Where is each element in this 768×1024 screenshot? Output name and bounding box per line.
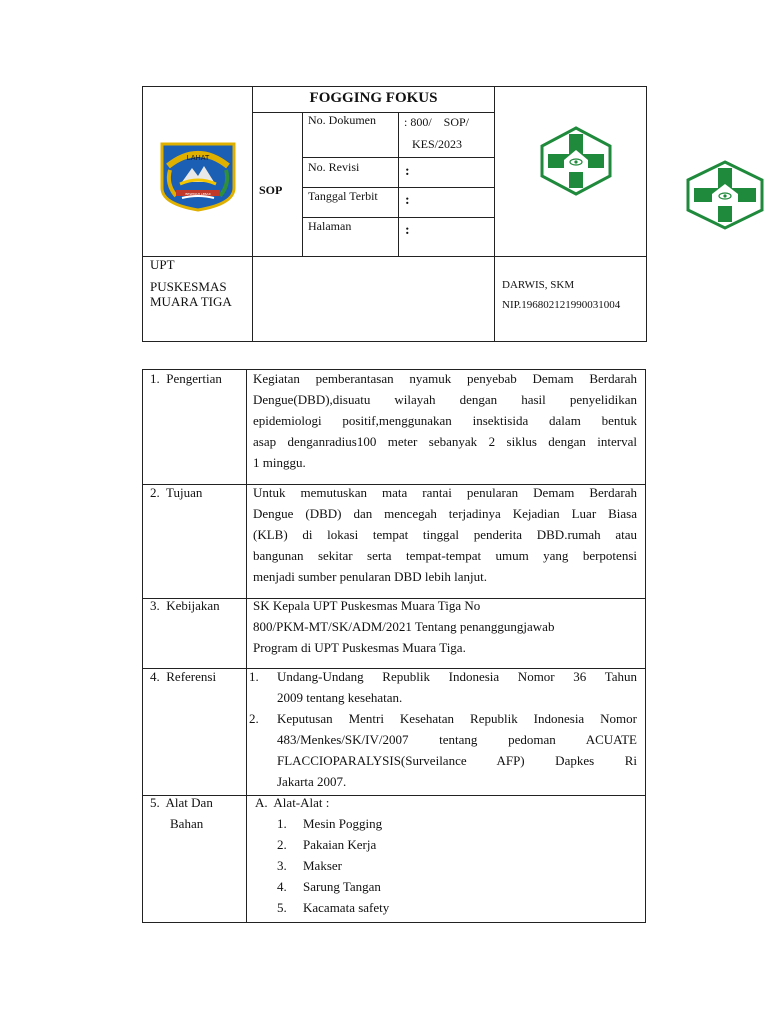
referensi-num-2: 2. bbox=[249, 711, 259, 726]
section-body-pengertian: Kegiatan pemberantasan nyamuk penyebab Demam Berdarah Dengue(DBD),disuatu wilayah dengan hasil penyelidikan epidemiologi positif,menggunakan insektisida dalam bentuk asap denganradius100 meter sebanyak 2 siklus dengan interval 1 minggu. bbox=[253, 371, 637, 470]
alat-subheading: A. Alat-Alat : bbox=[255, 795, 330, 810]
puskesmas-logo bbox=[536, 126, 616, 196]
alat-item-4: Sarung Tangan bbox=[303, 879, 381, 894]
referensi-item-2: Keputusan Mentri Kesehatan Republik Indonesia Nomor 483/Menkes/SK/IV/2007 tentang pedoman ACUATE FLACCIOPARALYSIS(Surveilance AFP) Dapkes Ri Jakarta 2007. bbox=[277, 711, 637, 789]
signer-nip: NIP.196802121990031004 bbox=[502, 299, 621, 311]
section-label-referensi: 4. Referensi bbox=[150, 669, 217, 684]
referensi-item-1: Undang-Undang Republik Indonesia Nomor 36 Tahun 2009 tentang kesehatan. bbox=[277, 669, 637, 705]
referensi-num-1: 1. bbox=[249, 669, 259, 684]
org-name-line1: UPT bbox=[150, 257, 175, 272]
section-label-kebijakan: 3. Kebijakan bbox=[150, 598, 220, 613]
field-label-halaman: Halaman bbox=[308, 219, 352, 233]
alat-item-1: Mesin Pogging bbox=[303, 816, 383, 831]
alat-item-5: Kacamata safety bbox=[303, 900, 390, 915]
section-label-tujuan: 2. Tujuan bbox=[150, 485, 203, 500]
field-value-halaman: : bbox=[405, 223, 410, 238]
lahat-logo bbox=[158, 140, 238, 212]
section-label-pengertian: 1. Pengertian bbox=[150, 371, 222, 386]
signer-name: DARWIS, SKM bbox=[502, 279, 575, 291]
alat-num-5: 5. bbox=[277, 900, 287, 915]
alat-num-4: 4. bbox=[277, 879, 287, 894]
sop-label: SOP bbox=[259, 183, 283, 197]
section-body-tujuan: Untuk memutuskan mata rantai penularan Demam Berdarah Dengue (DBD) dan mencegah terjadinya Kejadian Luar Biasa (KLB) di lokasi tempat tinggal penderita DBD.rumah atau bangunan sekitar serta tempat-tempat umum yang berpotensi menjadi sumber penularan DBD lebih lanjut. bbox=[253, 485, 637, 584]
alat-num-2: 2. bbox=[277, 837, 287, 852]
field-value-tanggal-terbit: : bbox=[405, 193, 410, 208]
alat-item-2: Pakaian Kerja bbox=[303, 837, 377, 852]
section-body-kebijakan: SK Kepala UPT Puskesmas Muara Tiga No 800/PKM-MT/SK/ADM/2021 Tentang penanggungjawab Program di UPT Puskesmas Muara Tiga. bbox=[253, 598, 555, 655]
field-value-no-revisi: : bbox=[405, 164, 410, 179]
alat-item-3: Makser bbox=[303, 858, 342, 873]
document-title: FOGGING FOKUS bbox=[309, 90, 438, 106]
field-value-no-dokumen-2: KES/2023 bbox=[412, 137, 463, 151]
puskesmas-logo-outside bbox=[682, 160, 768, 230]
section-label-alat-dan-bahan: 5. Alat Dan bbox=[150, 795, 213, 810]
field-label-no-dokumen: No. Dokumen bbox=[308, 113, 376, 127]
alat-num-1: 1. bbox=[277, 816, 287, 831]
org-name-line2: PUSKESMAS bbox=[150, 279, 227, 294]
section-label-alat-dan-bahan-2: Bahan bbox=[170, 816, 204, 831]
field-label-tanggal-terbit: Tanggal Terbit bbox=[308, 189, 378, 203]
svg-text:BESEMAH LEBAR: BESEMAH LEBAR bbox=[185, 192, 211, 196]
org-name-line3: MUARA TIGA bbox=[150, 294, 232, 309]
field-label-no-revisi: No. Revisi bbox=[308, 160, 360, 174]
alat-num-3: 3. bbox=[277, 858, 287, 873]
field-value-no-dokumen: : 800/ SOP/ bbox=[404, 115, 470, 129]
svg-text:LAHAT: LAHAT bbox=[186, 154, 210, 162]
